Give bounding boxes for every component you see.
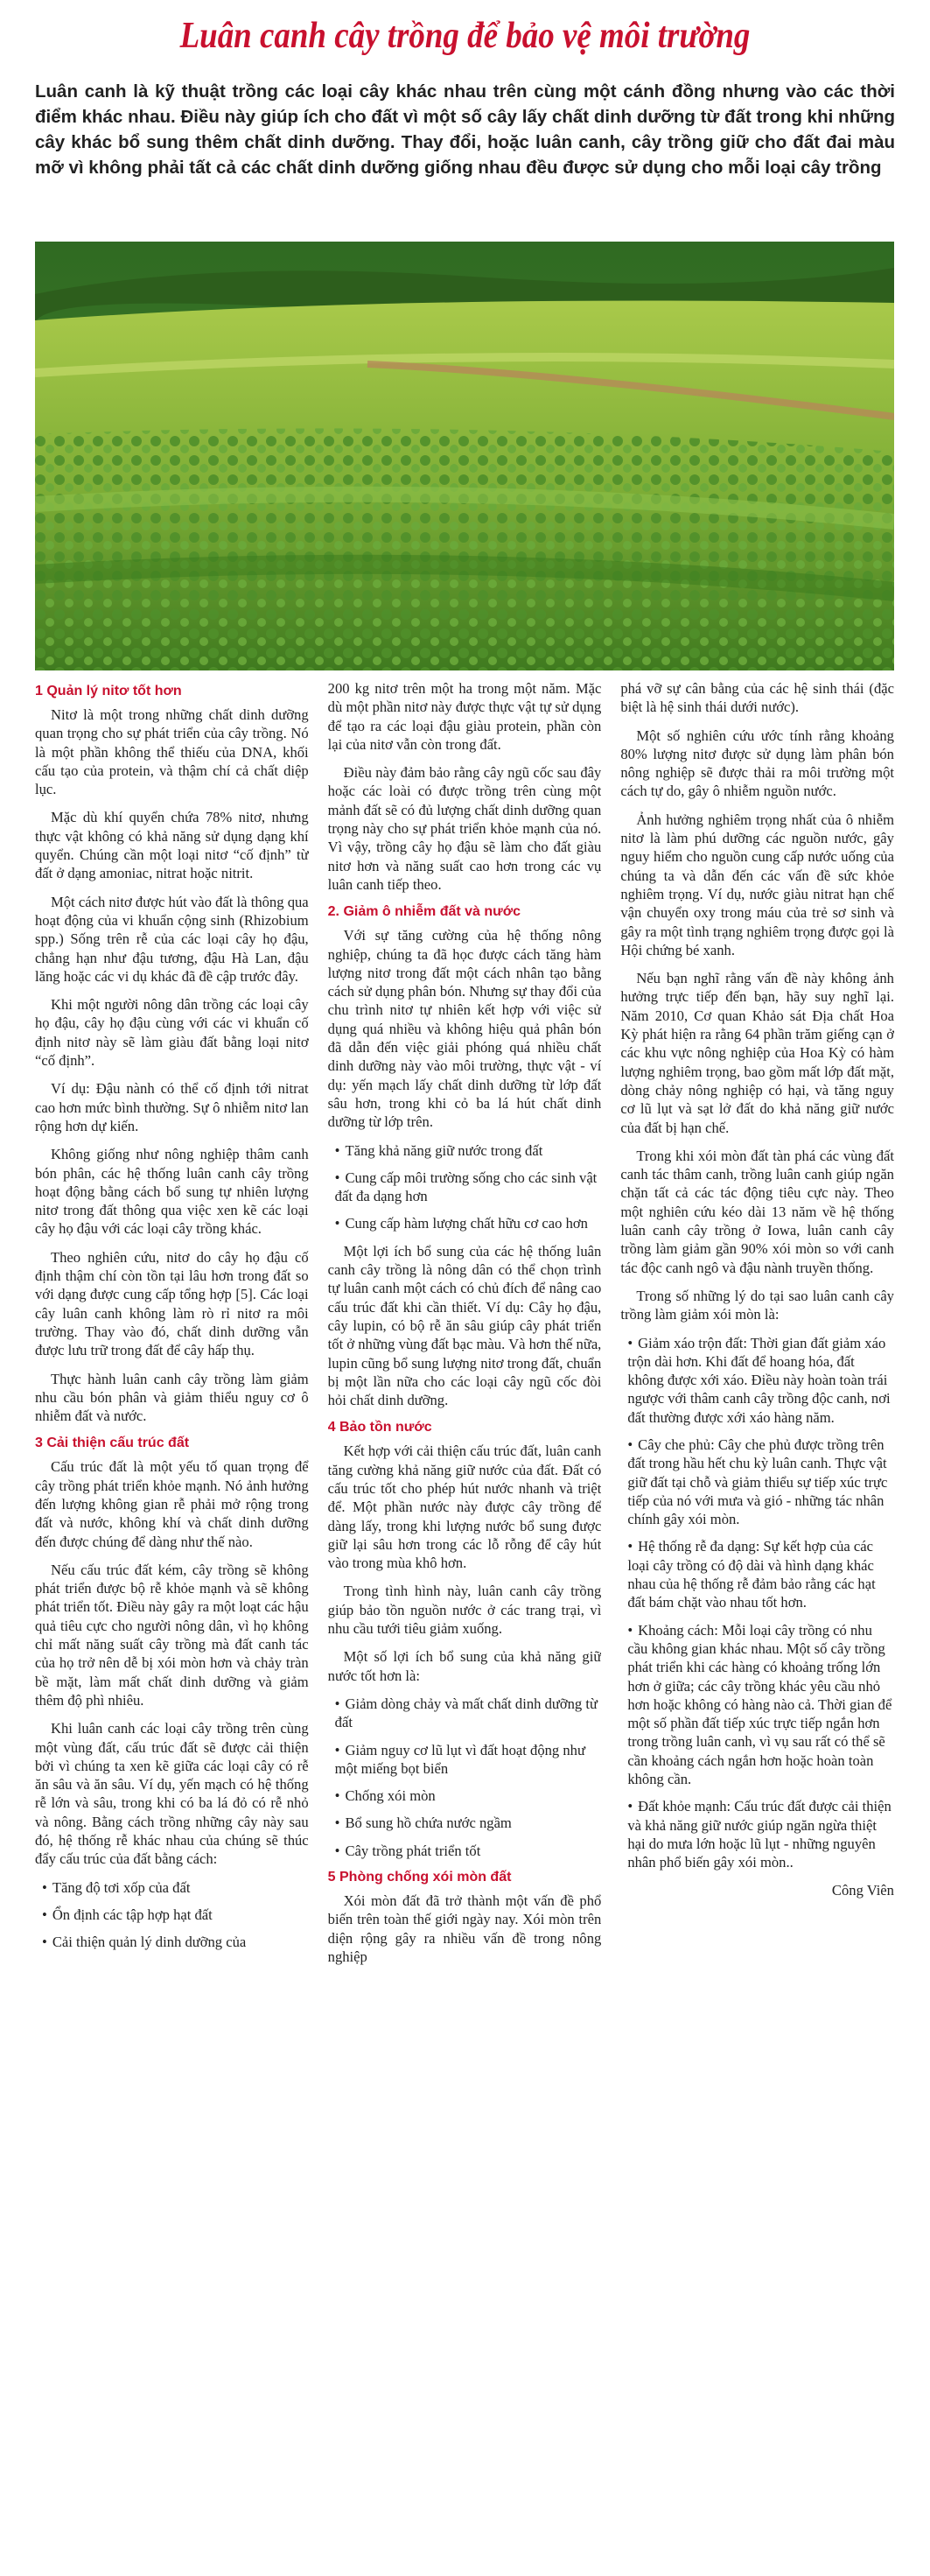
paragraph: Xói mòn đất đã trở thành một vấn đề phổ biến trên toàn thế giới ngày nay. Xói mòn trên diện rộng gây ra nhiều vấn đề trong nông nghiệp	[327, 1892, 602, 1965]
list-item: • Ổn định các tập hợp hạt đất	[42, 1906, 213, 1923]
paragraph: Trong tình hình này, luân canh cây trồng giúp bảo tồn nguồn nước ở các trang trại, vì nhu cầu tưới tiêu giảm xuống.	[327, 1583, 602, 1638]
bullet-list	[35, 1878, 309, 1952]
paragraph: Nitơ là một trong những chất dinh dưỡng quan trọng cho sự phát triển của cây trồng. Nó là một phần không thể thiếu của DNA, khối cấu tạo của protein, và thậm chí cả chất diệp lục.	[35, 706, 309, 798]
paragraph: Trong khi xói mòn đất tàn phá các vùng đất canh tác thâm canh, trồng luân canh giúp ngăn chặn tất cả các tác động tiêu cực này. Theo một nghiên cứu kéo dài 13 năm về hệ thống luân canh cây trồng ở Iowa, luân canh cây trồng làm giảm gần 90% xói mòn so với canh tác độc canh ngô và đậu nành truyền thống.	[620, 1147, 894, 1276]
list-item: • Cây che phủ: Cây che phủ được trồng trên đất trong hầu hết chu kỳ luân canh. Thực vật giữ đất tại chỗ và giảm thiểu sự tiếp xúc trực tiếp của nó với mưa và gió - những tác nhân chính gây xói mòn.	[627, 1435, 888, 1528]
list-item: • Giảm dòng chảy và mất chất dinh dưỡng từ đất	[334, 1695, 598, 1731]
paragraph: Mặc dù khí quyển chứa 78% nitơ, nhưng thực vật không có khả năng sử dụng dạng khí quyển. Chúng cần một loại nitơ “cố định” từ đất ở dạng amoniac, nitrat hoặc nitrit.	[35, 809, 309, 882]
bullet-list	[620, 1334, 894, 1872]
list-item: • Hệ thống rễ đa dạng: Sự kết hợp của các loại cây trồng có độ dài và hình dạng khác nhau của hệ thống rễ đảm bảo rằng các hạt đất bám chặt vào nhau tốt hơn.	[627, 1538, 876, 1611]
article-title: Luân canh cây trồng để bảo vệ môi trường	[179, 16, 751, 56]
list-item: • Cung cấp hàm lượng chất hữu cơ cao hơn	[334, 1215, 588, 1232]
paragraph: Ảnh hưởng nghiêm trọng nhất của ô nhiễm nitơ là làm phú dưỡng các nguồn nước, gây nguy hiểm cho nguồn cung cấp nước uống của chúng ta và dẫn đến các vấn đề sức khỏe nghiêm trọng. Ví dụ, nước giàu nitrat hạn chế vận chuyển oxy trong máu của trẻ sơ sinh và gây ra một tình trạng nghiêm trọng được gọi là Hội chứng bé xanh.	[620, 811, 894, 958]
paragraph: Với sự tăng cường của hệ thống nông nghiệp, chúng ta đã học được cách tăng hàm lượng nitơ trong đất một cách nhân tạo bằng cách sử dụng phân bón. Nhưng sự thay đổi của chu trình nitơ tự nhiên kết hợp với việc sử dụng quá nhiều và không hiệu quả phân bón đã dẫn đến việc giải phóng quá nhiều chất dinh dưỡng này vào môi trường, thực vật - ví dụ: yến mạch lấy chất dinh dưỡng từ lớp đất sâu hơn, trong khi cỏ ba lá hút chất dinh dưỡng từ lớp trên.	[327, 927, 602, 1131]
list-item: • Tăng khả năng giữ nước trong đất	[334, 1141, 543, 1159]
list-item: • Cung cấp môi trường sống cho các sinh vật đất đa dạng hơn	[334, 1169, 598, 1205]
list-item: • Chống xói mòn	[334, 1787, 436, 1805]
article-body	[35, 679, 894, 2561]
author-signature: Công Viên	[831, 1881, 894, 1899]
column-2	[328, 679, 602, 2561]
paragraph: phá vỡ sự cân bằng của các hệ sinh thái (đặc biệt là hệ sinh thái dưới nước).	[620, 680, 894, 716]
paragraph: Ví dụ: Đậu nành có thể cố định tới nitrat cao hơn mức bình thường. Sự ô nhiễm nitơ lan rộng hơn dự kiến.	[35, 1080, 309, 1134]
section-heading: 2. Giảm ô nhiễm đất và nước	[327, 904, 521, 920]
column-1	[35, 679, 309, 2561]
paragraph: Nếu cấu trúc đất kém, cây trồng sẽ không phát triển được bộ rễ khỏe mạnh và sẽ không phát triển tốt. Điều này gây ra một loạt các hậu quả tiêu cực cho người nông dân, vì họ không chỉ mất năng suất cây trồng mà đất canh tác của họ trở nên dễ bị xói mòn hơn và chảy tràn bề mặt, làm mất chất dinh dưỡng và giảm thêm độ phì nhiêu.	[35, 1561, 309, 1709]
paragraph: Trong số những lý do tại sao luân canh cây trồng làm giảm xói mòn là:	[620, 1287, 894, 1323]
article-lead: Luân canh là kỹ thuật trồng các loại cây khác nhau trên cùng một cánh đồng nhưng vào các thời điểm khác nhau. Điều này giúp ích cho đất vì một số cây lấy chất dinh dưỡng từ đất trong khi những cây khác bổ sung thêm chất dinh dưỡng. Thay đổi, hoặc luân canh, cây trồng giữ cho đất đai màu mỡ vì không phải tất cả các chất dinh dưỡng giống nhau đều được sử dụng cho mỗi loại cây trồng	[35, 81, 895, 178]
paragraph: Một cách nitơ được hút vào đất là thông qua hoạt động của vi khuẩn cộng sinh (Rhizobium spp.) Sống trên rễ của các loại cây họ đậu, chẳng hạn như đậu tương, đậu Hà Lan, đậu lăng hoặc các vi dụ khác đã đề cập trước đây.	[35, 893, 309, 985]
section-heading: 1 Quản lý nitơ tốt hơn	[35, 684, 182, 698]
paragraph: Cấu trúc đất là một yếu tố quan trọng để cây trồng phát triển khỏe mạnh. Nó ảnh hưởng đến lượng không gian rễ phải mở rộng trong đất và nước, không khí và chất dinh dưỡng đến được chúng để dàng như thế nào.	[35, 1458, 309, 1550]
section-heading: 4 Bảo tồn nước	[327, 1420, 432, 1435]
list-item: • Bổ sung hồ chứa nước ngầm	[334, 1814, 512, 1832]
list-item: • Đất khỏe mạnh: Cấu trúc đất được cải thiện và khả năng giữ nước giúp ngăn ngừa thiệt hại do mưa lớn hoặc lũ lụt - những nguyên nhân phổ biến gây xói mòn..	[627, 1798, 892, 1871]
bullet-list	[328, 1695, 602, 1860]
paragraph: Khi một người nông dân trồng các loại cây họ đậu, cây họ đậu cùng với các vi khuẩn cố định nitơ này sẽ làm giàu đất bằng loại nitơ “cố định”.	[35, 996, 309, 1070]
list-item: • Cây trồng phát triển tốt	[334, 1842, 481, 1859]
paragraph: Một lợi ích bổ sung của các hệ thống luân canh cây trồng là nông dân có thể chọn trình tự luân canh một cách có chủ đích để nâng cao cấu trúc đất khi cần thiết. Ví dụ: Cây họ đậu, cây lupin, có bộ rễ ăn sâu giúp cây phát triển tốt ở những vùng đất bạc màu. Và hơn thế nữa, lupin cũng bổ sung lượng nitơ trong đất, chuẩn bị một lần nữa cho các loại cây ngũ cốc đòi hỏi chất dinh dưỡng.	[327, 1242, 602, 1409]
list-item: • Khoảng cách: Mỗi loại cây trồng có nhu cầu không gian khác nhau. Một số cây trồng phát triển khi các hàng có khoảng trống lớn hơn ở giữa; các cây trồng khác yêu cầu nhỏ hơn hoặc không có hàng nào cả. Thời gian để một số phần đất tiếp xúc trực tiếp ngắn hơn trong trồng luân canh, vì vụ sau rất có thể sẽ cần khoảng cách ngắn hơn hoặc hoàn toàn không cần.	[627, 1621, 892, 1788]
paragraph: Không giống như nông nghiệp thâm canh bón phân, các hệ thống luân canh cây trồng hoạt động bằng cách bổ sung tự nhiên lượng nitơ trong đất thông qua việc xen kẽ các loại cây họ đậu với các loại cây trồng khác.	[35, 1146, 309, 1238]
list-item: • Giảm nguy cơ lũ lụt vì đất hoạt động như một miếng bọt biển	[334, 1741, 585, 1777]
paragraph: Một số lợi ích bổ sung của khả năng giữ nước tốt hơn là:	[327, 1648, 602, 1684]
section-heading: 5 Phòng chống xói mòn đất	[327, 1870, 512, 1885]
list-item: • Cải thiện quản lý dinh dưỡng của	[42, 1934, 247, 1951]
list-item: • Tăng độ tơi xốp của đất	[42, 1878, 191, 1896]
paragraph: Nếu bạn nghĩ rằng vấn đề này không ảnh hưởng trực tiếp đến bạn, hãy suy nghĩ lại. Năm 2010, Cơ quan Khảo sát Địa chất Hoa Kỳ phát hiện ra rằng 64 phần trăm giếng cạn ở các khu vực nông nghiệp của Hoa Kỳ có hàm lượng nghiêm trọng, bao gồm mất lớp đất mặt, dòng chảy nông nghiệp có hại, và tăng nguy cơ lũ lụt và sạt lở đất do khả năng giữ nước của đất bị hạn chế.	[620, 970, 894, 1136]
paragraph: Khi luân canh các loại cây trồng trên cùng một vùng đất, cấu trúc đất sẽ được cải thiện bởi vì chúng ta xen kẽ giữa các loại cây có rễ ăn sâu và ăn sâu. Ví dụ, yến mạch có hệ thống rễ lớn và sâu, trong khi có ba lá đỏ có rễ nhỏ và nông. Bằng cách trồng những cây này sau đó, hệ thống rễ khác nhau của chúng sẽ thúc đẩy cấu trúc của đất bằng cách:	[35, 1720, 309, 1868]
list-item: • Giảm xáo trộn đất: Thời gian đất giảm xáo trộn dài hơn. Khi đất để hoang hóa, đất không được xới xáo. Điều này hoàn toàn trái ngược với thâm canh cây trồng độc canh, nơi đất thường được xới xáo hàng năm.	[627, 1334, 891, 1426]
paragraph: Thực hành luân canh cây trồng làm giảm nhu cầu bón phân và giảm thiểu nguy cơ ô nhiễm đất và nước.	[35, 1370, 309, 1425]
column-3	[620, 679, 894, 2561]
bullet-list	[328, 1141, 602, 1233]
paragraph: Kết hợp với cải thiện cấu trúc đất, luân canh tăng cường khả năng giữ nước của đất. Đất có cấu trúc tốt cho phép hút nước nhanh và triệt để. Một phần nước này được cây trồng để dàng lấy, trong khi lượng nước bổ sung được giữ lại sâu hơn trong các lỗ rỗng để cây hút vào trong mùa khô hơn.	[327, 1442, 602, 1572]
paragraph: Theo nghiên cứu, nitơ do cây họ đậu cố định thậm chí còn tồn tại lâu hơn trong đất so với dạng được cung cấp tổng hợp [5]. Các loại cây luân canh không làm rò rỉ nitơ ra môi trường. Thay vào đó, chất dinh dưỡng vẫn được lưu trữ trong đất để cây hấp thụ.	[35, 1248, 309, 1359]
section-heading: 3 Cải thiện cấu trúc đất	[35, 1435, 190, 1451]
paragraph: Điều này đảm bảo rằng cây ngũ cốc sau đây hoặc các loài có được trồng trên cùng một mảnh đất sẽ có đủ lượng chất dinh dưỡng quan trọng này cho sự phát triển khỏe mạnh của nó. Vì vậy, trồng cây họ đậu sẽ làm cho đất giàu nitơ hơn và năng suất cao hơn trong các vụ luân canh tiếp theo.	[327, 764, 602, 893]
crop-field-photo	[35, 242, 894, 670]
paragraph: Một số nghiên cứu ước tính rằng khoảng 80% lượng nitơ được sử dụng làm phân bón nông nghiệp sẽ được thải ra môi trường một cách tự do, gây ô nhiễm nguồn nước.	[620, 726, 894, 800]
paragraph: 200 kg nitơ trên một ha trong một năm. Mặc dù một phần nitơ này được thực vật tự sử dụng để tạo ra các loại đậu giàu protein, phần còn lại của nitơ vẫn còn trong đất.	[327, 680, 602, 753]
